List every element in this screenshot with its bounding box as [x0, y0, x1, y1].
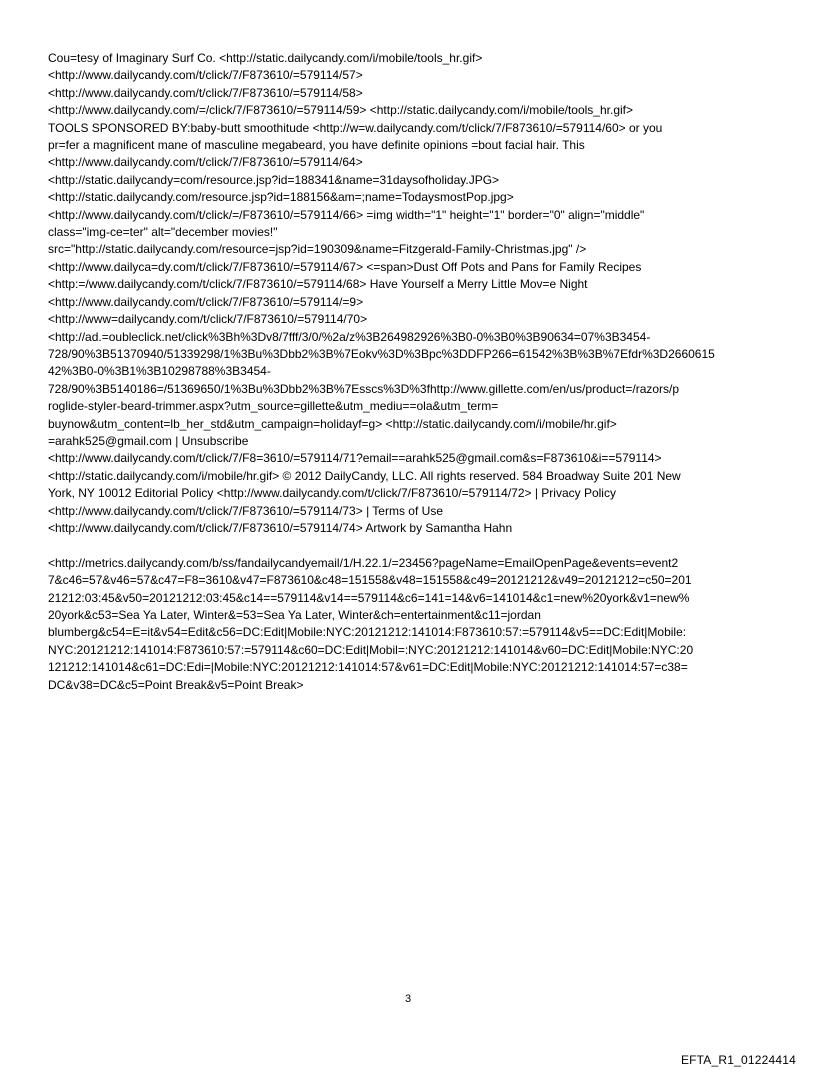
text-line: class="img-ce=ter" alt="december movies!": [48, 225, 278, 240]
document-id: EFTA_R1_01224414: [680, 1053, 796, 1067]
text-line: <http://static.dailycandy.com/resource.jsp?id=188156&am=;name=TodaysmostPop.jpg>: [48, 190, 514, 205]
text-line: <http://www.dailycandy.com/t/click/7/F873610/=579114/64>: [48, 155, 363, 170]
text-line: 728/90%3B51370940/51339298/1%3Bu%3Dbb2%3B%7Eokv%3D%3Bpc%3DDFP266=61542%3B%3B%7Efdr%3D2660615: [48, 346, 715, 361]
text-line: pr=fer a magnificent mane of masculine megabeard, you have definite opinions =bout facial hair. This: [48, 138, 585, 153]
text-line: 21212:03:45&v50=20121212:03:45&c14==579114&v14==579114&c6=141=14&v6=141014&c1=new%20york&v1=new%: [48, 590, 690, 605]
text-line: York, NY 10012 Editorial Policy <http://www.dailycandy.com/t/click/7/F873610/=579114/72> | Privacy Policy: [48, 486, 616, 501]
text-line: src="http://static.dailycandy.com/resource=jsp?id=190309&name=Fitzgerald-Family-Christmas.jpg" />: [48, 242, 587, 257]
text-line: TOOLS SPONSORED BY:baby-butt smoothitude <http://w=w.dailycandy.com/t/click/7/F873610/=579114/60> or you: [48, 120, 663, 135]
text-line: 728/90%3B5140186=/51369650/1%3Bu%3Dbb2%3B%7Esscs%3D%3fhttp://www.gillette.com/en/us/product=/razors/p: [48, 381, 680, 396]
text-line: <http://www.dailycandy.com/t/click/7/F873610/=579114/73> | Terms of Use: [48, 503, 443, 518]
text-line: NYC:20121212:141014:F873610:57:=579114&c60=DC:Edit|Mobil=:NYC:20121212:141014&v60=DC:Edit|Mobile:NYC:20: [48, 642, 694, 657]
text-line: blumberg&c54=E=it&v54=Edit&c56=DC:Edit|Mobile:NYC:20121212:141014:F873610:57:=579114&v5==DC:Edit|Mobile:: [48, 625, 687, 640]
text-line: <http://www.dailycandy.com/t/click/7/F873610/=579114/58>: [48, 85, 363, 100]
text-line: 7&c46=57&v46=57&c47=F8=3610&v47=F873610&c48=151558&v48=151558&c49=20121212&v49=20121212=c50=201: [48, 573, 692, 588]
text-line: <http://metrics.dailycandy.com/b/ss/fandailycandyemail/1/H.22.1/=23456?pageName=EmailOpenPage&events=event2: [48, 555, 679, 570]
text-line: <http://www.dailycandy.com/t/click/=/F873610/=579114/66> =img width="1" height="1" border="0" align="middle": [48, 207, 645, 222]
text-line: <http:=/www.dailycandy.com/t/click/7/F873610/=579114/68> Have Yourself a Merry Little Mov=e Night: [48, 277, 588, 292]
text-line: <http://www.dailycandy.com/t/click/7/F873610/=579114/57>: [48, 68, 363, 83]
text-line: <http://static.dailycandy=com/resource.jsp?id=188341&name=31daysofholiday.JPG>: [48, 172, 500, 187]
text-line: <http://www=dailycandy.com/t/click/7/F873610/=579114/70>: [48, 312, 368, 327]
text-line: DC&v38=DC&c5=Point Break&v5=Point Break>: [48, 677, 304, 692]
text-line: 20york&c53=Sea Ya Later, Winter&=53=Sea Ya Later, Winter&ch=entertainment&c11=jordan: [48, 607, 541, 622]
text-line: roglide-styler-beard-trimmer.aspx?utm_source=gillette&utm_mediu==ola&utm_term=: [48, 399, 499, 414]
text-line: <http://www.dailycandy.com/t/click/7/F873610/=579114/74> Artwork by Samantha Hahn: [48, 520, 513, 535]
text-line: <http://www.dailycandy.com/t/click/7/F8=3610/=579114/71?email==arahk525@gmail.com&s=F873610&i==579114>: [48, 451, 662, 466]
text-line: Cou=tesy of Imaginary Surf Co. <http://static.dailycandy.com/i/mobile/tools_hr.gif>: [48, 51, 483, 65]
text-line: 121212:141014&c61=DC:Edi=|Mobile:NYC:20121212:141014:57&v61=DC:Edit|Mobile:NYC:20121212:141014:57=c38=: [48, 660, 688, 675]
document-body: [48, 50, 772, 694]
text-line: buynow&utm_content=lb_her_std&utm_campaign=holidayf=g> <http://static.dailycandy.com/i/mobile/hr.gif>: [48, 416, 617, 431]
text-line: <http://www.dailycandy.com/=/click/7/F873610/=579114/59> <http://static.dailycandy.com/i/mobile/tools_hr.gif>: [48, 103, 633, 118]
text-line: =arahk525@gmail.com | Unsubscribe: [48, 433, 249, 448]
text-line: <http://static.dailycandy.com/i/mobile/hr.gif> © 2012 DailyCandy, LLC. All rights reserved. 584 Broadway Suite 201 New: [48, 468, 681, 483]
text-line: 42%3B0-0%3B1%3B10298788%3B3454-: [48, 364, 271, 379]
page-number: 3: [404, 993, 412, 1005]
email-text-block: [48, 50, 772, 537]
metrics-url-block: [48, 555, 772, 694]
text-line: <http://www.dailycandy.com/t/click/7/F873610/=579114/=9>: [48, 294, 364, 309]
paragraph-gap: [48, 537, 772, 554]
text-line: <http://ad.=oubleclick.net/click%3Bh%3Dv8/7fff/3/0/%2a/z%3B264982926%3B0-0%3B0%3B90634=07%3B3454-: [48, 329, 651, 344]
text-line: <http://www.dailyca=dy.com/t/click/7/F873610/=579114/67> <=span>Dust Off Pots and Pans for Family Recipes: [48, 259, 642, 274]
